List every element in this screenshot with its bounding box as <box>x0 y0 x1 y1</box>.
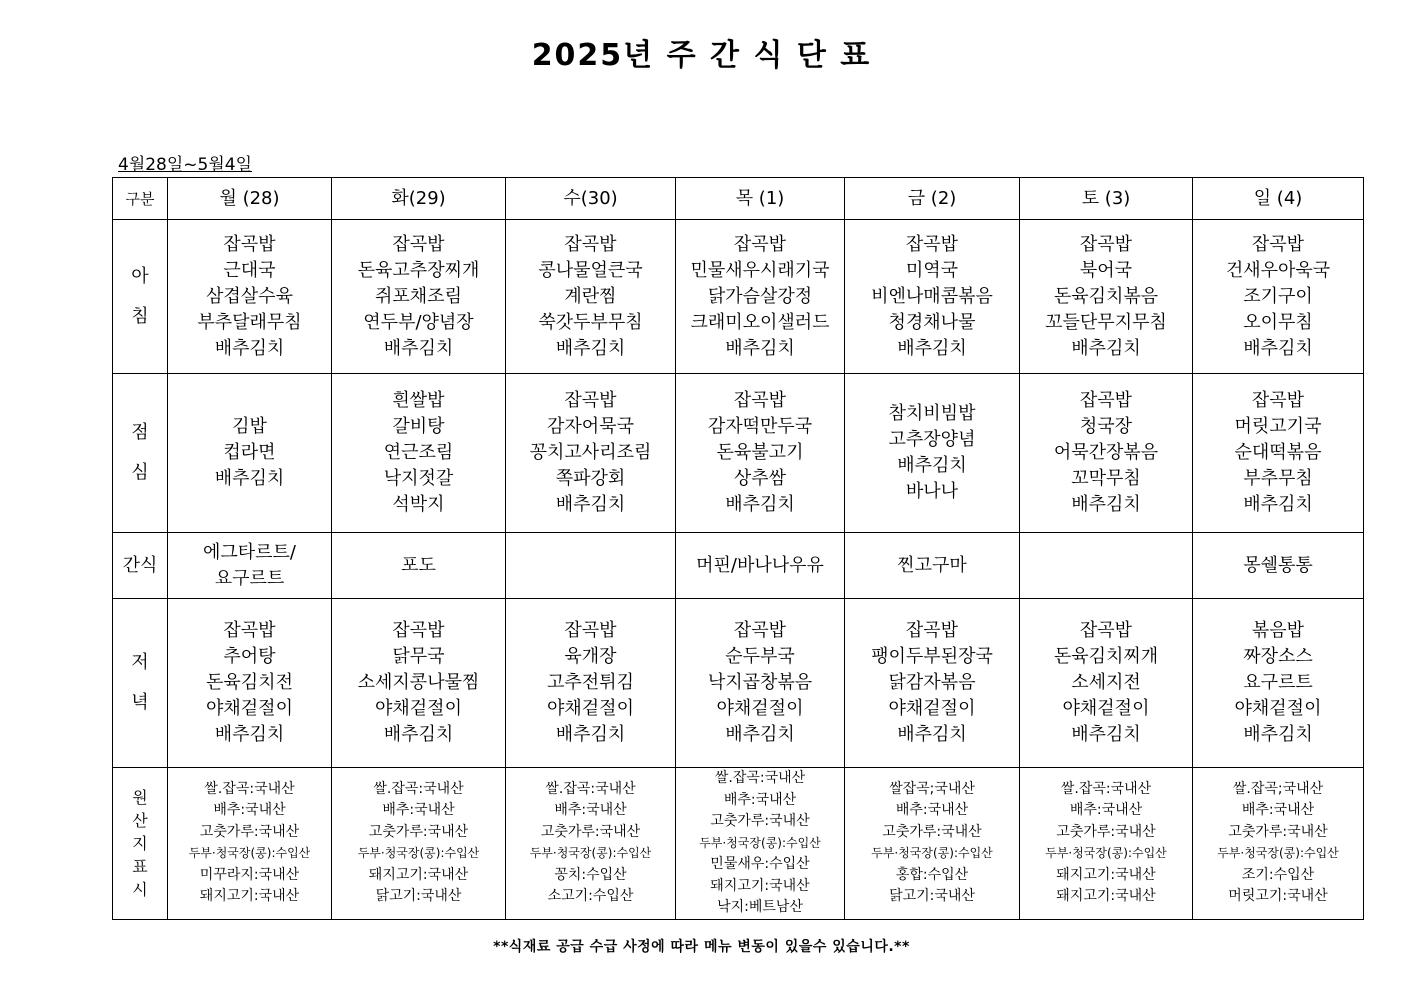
menu-item: 돈육김치전 <box>206 672 293 693</box>
menu-cell <box>676 220 845 374</box>
day-header: 화(29) <box>332 178 506 220</box>
menu-cell <box>168 220 332 374</box>
menu-item: 순두부국 <box>725 646 795 667</box>
row-label-char: 점 <box>131 422 149 443</box>
menu-item: 배추김치 <box>214 724 285 745</box>
menu-cell <box>168 599 332 768</box>
menu-item: 근대국 <box>223 259 276 281</box>
weekly-menu-table <box>112 177 1364 920</box>
origin-item: 돼지고기:국내산 <box>368 866 469 883</box>
menu-item: 미역국 <box>905 259 959 281</box>
origin-cell <box>1193 768 1364 920</box>
menu-cell <box>676 533 845 599</box>
menu-item: 잡곡밥 <box>1251 233 1305 255</box>
day-header: 목 (1) <box>676 178 845 220</box>
menu-item: 배추김치 <box>555 724 626 745</box>
origin-item: 고춧가루:국내산 <box>1056 823 1156 840</box>
origin-item: 돼지고기:국내산 <box>710 877 810 894</box>
breakfast-row <box>113 220 1364 374</box>
menu-cell <box>168 374 332 533</box>
origin-row <box>113 768 1364 920</box>
menu-item: 짜장소스 <box>1243 646 1313 667</box>
origin-item: 돼지고기:국내산 <box>199 888 300 905</box>
origin-cell <box>676 768 845 920</box>
menu-item: 꽁치고사리조림 <box>529 442 652 463</box>
snack-row <box>113 533 1364 599</box>
menu-item: 감자떡만두국 <box>707 416 813 437</box>
menu-item: 잡곡밥 <box>733 390 787 411</box>
origin-item: 두부·청국장(콩):수입산 <box>1217 846 1339 861</box>
menu-item: 야채겉절이 <box>888 698 976 719</box>
origin-item: 두부·청국장(콩):수입산 <box>871 846 993 861</box>
menu-cell <box>1020 599 1193 768</box>
menu-item: 배추김치 <box>725 494 795 515</box>
menu-cell <box>1193 533 1364 599</box>
menu-item: 배추김치 <box>383 337 454 359</box>
menu-item: 낙지곱창볶음 <box>707 672 813 693</box>
menu-cell <box>506 599 676 768</box>
menu-item: 잡곡밥 <box>223 620 276 641</box>
menu-item: 오이무침 <box>1243 311 1313 333</box>
menu-cell <box>506 220 676 374</box>
menu-item: 배추김치 <box>1071 724 1141 745</box>
row-label-char: 표 <box>132 856 148 876</box>
origin-item: 꽁치:수입산 <box>554 866 627 883</box>
menu-item: 돈육김치찌개 <box>1053 646 1159 667</box>
origin-cell <box>506 768 676 920</box>
menu-item: 돈육불고기 <box>716 442 804 463</box>
menu-item: 잡곡밥 <box>1079 233 1133 255</box>
row-label-char: 지 <box>132 833 148 853</box>
origin-item: 두부·청국장(콩):수입산 <box>699 835 821 850</box>
origin-item: 쌀.잡곡:국내산 <box>714 770 806 786</box>
menu-cell <box>332 374 506 533</box>
row-label-char: 원 <box>132 787 148 807</box>
menu-item: 야채겉절이 <box>716 698 804 719</box>
origin-item: 머릿고기:국내산 <box>1228 888 1328 905</box>
origin-label <box>113 768 168 920</box>
menu-item: 닭무국 <box>392 646 445 667</box>
day-header: 토 (3) <box>1020 178 1193 220</box>
day-header: 월 (28) <box>168 178 332 220</box>
row-label-char: 심 <box>131 462 149 483</box>
menu-item: 컵라면 <box>223 442 276 463</box>
page-title: 2025년 주 간 식 단 표 <box>531 38 872 73</box>
origin-item: 두부·청국장(콩):수입산 <box>188 846 311 861</box>
menu-cell <box>506 374 676 533</box>
menu-item: 잡곡밥 <box>223 233 276 255</box>
origin-item: 두부·청국장(콩):수입산 <box>529 846 652 861</box>
day-header: 일 (4) <box>1193 178 1364 220</box>
menu-item: 볶음밥 <box>1251 620 1305 641</box>
origin-item: 배추:국내산 <box>213 802 286 819</box>
origin-item: 두부·청국장(콩):수입산 <box>1045 846 1167 861</box>
menu-item: 닭감자볶음 <box>888 672 976 693</box>
menu-item: 팽이두부된장국 <box>871 646 993 667</box>
origin-item: 민물새우:수입산 <box>710 856 810 872</box>
menu-item: 육개장 <box>564 646 617 667</box>
menu-item: 돈육고추장찌개 <box>357 259 480 281</box>
menu-item: 배추김치 <box>897 724 967 745</box>
menu-item: 잡곡밥 <box>733 620 787 641</box>
menu-cell <box>1020 220 1193 374</box>
menu-item: 청국장 <box>1079 416 1133 437</box>
menu-cell <box>676 599 845 768</box>
menu-item: 북어국 <box>1079 259 1133 281</box>
menu-item: 잡곡밥 <box>392 233 445 255</box>
menu-item: 김밥 <box>232 416 267 437</box>
menu-cell <box>332 533 506 599</box>
row-label-char: 녁 <box>131 692 149 713</box>
origin-item: 배추:국내산 <box>1069 802 1143 819</box>
origin-item: 쌀.잡곡:국내산 <box>545 780 636 797</box>
breakfast-label <box>113 220 168 374</box>
origin-item: 쌀.잡곡:국내산 <box>373 780 464 797</box>
menu-item: 배추김치 <box>1071 337 1141 359</box>
menu-item: 소세지전 <box>1071 672 1141 693</box>
menu-period: 4월28일~5월4일 <box>118 155 253 175</box>
menu-item: 꼬들단무지무침 <box>1045 311 1167 333</box>
origin-item: 고춧가루:국내산 <box>199 823 300 840</box>
menu-item: 순대떡볶음 <box>1234 442 1322 463</box>
menu-item: 요구르트 <box>1243 672 1313 693</box>
menu-item: 꼬막무침 <box>1071 468 1141 489</box>
origin-item: 쌀.잡곡:국내산 <box>204 780 295 797</box>
menu-item: 야채겉절이 <box>375 698 462 719</box>
menu-item: 연두부/양념장 <box>363 311 474 333</box>
menu-item: 닭가슴살강정 <box>707 285 813 307</box>
menu-item: 민물새우시래기국 <box>690 259 830 281</box>
origin-item: 배추:국내산 <box>554 802 627 819</box>
origin-cell <box>168 768 332 920</box>
origin-item: 고춧가루:국내산 <box>540 823 641 840</box>
origin-item: 배추:국내산 <box>382 802 455 819</box>
menu-item: 배추김치 <box>897 455 967 476</box>
menu-item: 낙지젓갈 <box>383 468 454 489</box>
menu-item: 어묵간장볶음 <box>1053 442 1159 463</box>
menu-cell <box>845 599 1020 768</box>
menu-item: 배추김치 <box>555 337 626 359</box>
menu-item: 잡곡밥 <box>564 233 617 255</box>
dinner-label <box>113 599 168 768</box>
menu-item: 머핀/바나나우유 <box>696 554 824 576</box>
header-row <box>113 178 1364 220</box>
menu-cell <box>506 533 676 599</box>
menu-cell <box>332 599 506 768</box>
menu-item: 배추김치 <box>1071 494 1141 515</box>
menu-item: 배추김치 <box>214 468 285 489</box>
origin-item: 배추:국내산 <box>723 791 797 808</box>
menu-item: 부추달래무침 <box>197 311 302 333</box>
menu-item: 배추김치 <box>725 337 795 359</box>
origin-item: 고춧가루:국내산 <box>368 823 469 840</box>
menu-item: 잡곡밥 <box>733 233 787 255</box>
origin-item: 소고기:수입산 <box>547 888 634 905</box>
origin-item: 닭고기:국내산 <box>375 888 462 905</box>
menu-item: 쥐포채조림 <box>375 285 462 307</box>
menu-item: 에그타르트/ <box>202 541 296 563</box>
menu-cell <box>845 220 1020 374</box>
menu-cell <box>1193 599 1364 768</box>
menu-item: 계란찜 <box>564 285 617 307</box>
dinner-row <box>113 599 1364 768</box>
menu-item: 머릿고기국 <box>1234 416 1322 437</box>
origin-item: 홍합:수입산 <box>895 866 969 883</box>
origin-item: 돼지고기:국내산 <box>1056 866 1156 883</box>
menu-item: 콩나물얼큰국 <box>538 259 643 281</box>
menu-item: 바나나 <box>905 481 959 502</box>
menu-item: 배추김치 <box>383 724 454 745</box>
origin-item: 배추:국내산 <box>895 802 969 819</box>
origin-item: 닭고기:국내산 <box>889 888 975 905</box>
row-label-char: 저 <box>131 652 149 673</box>
menu-item: 흰쌀밥 <box>392 390 445 411</box>
menu-item: 상추쌈 <box>733 468 787 489</box>
menu-item: 부추무침 <box>1243 468 1313 489</box>
menu-item: 배추김치 <box>214 337 285 359</box>
menu-item: 잡곡밥 <box>1079 390 1133 411</box>
menu-item: 몽쉘통통 <box>1243 554 1313 576</box>
menu-item: 배추김치 <box>897 337 967 359</box>
menu-item: 크래미오이샐러드 <box>690 311 830 333</box>
row-label-char: 아 <box>131 265 149 287</box>
menu-change-notice: **식재료 공급 수급 사정에 따라 메뉴 변동이 있을수 있습니다.** <box>493 939 910 955</box>
origin-item: 배추:국내산 <box>1241 802 1315 819</box>
menu-cell <box>1020 533 1193 599</box>
menu-item: 잡곡밥 <box>564 620 617 641</box>
menu-item: 잡곡밥 <box>1251 390 1305 411</box>
lunch-label <box>113 374 168 533</box>
lunch-row <box>113 374 1364 533</box>
menu-item: 잡곡밥 <box>905 620 959 641</box>
menu-item: 잡곡밥 <box>564 390 617 411</box>
origin-cell <box>332 768 506 920</box>
snack-label: 간식 <box>113 533 168 599</box>
menu-item: 잡곡밥 <box>1079 620 1133 641</box>
origin-item: 쌀.잡곡;국내산 <box>1232 780 1324 797</box>
menu-item: 돈육김치볶음 <box>1053 285 1159 307</box>
menu-item: 갈비탕 <box>392 416 445 437</box>
category-header: 구분 <box>113 178 168 220</box>
menu-cell <box>1193 374 1364 533</box>
row-label-char: 산 <box>132 810 148 830</box>
row-label-char: 시 <box>132 879 148 899</box>
menu-cell <box>845 374 1020 533</box>
menu-item: 청경채나물 <box>888 311 976 333</box>
menu-item: 소세지콩나물찜 <box>357 672 480 693</box>
origin-item: 두부·청국장(콩):수입산 <box>357 846 480 861</box>
menu-item: 고추전튀김 <box>547 672 634 693</box>
day-header: 수(30) <box>506 178 676 220</box>
menu-cell <box>1193 220 1364 374</box>
menu-item: 건새우아욱국 <box>1225 259 1331 281</box>
row-label-char: 침 <box>131 305 149 327</box>
menu-item: 고추장양념 <box>888 429 976 450</box>
menu-item: 찐고구마 <box>897 554 967 576</box>
menu-item: 참치비빔밥 <box>888 403 976 424</box>
origin-item: 고춧가루:국내산 <box>1228 823 1328 840</box>
menu-item: 연근조림 <box>383 442 454 463</box>
origin-item: 조기:수입산 <box>1241 866 1315 883</box>
menu-item: 야채겉절이 <box>1062 698 1150 719</box>
menu-cell <box>1020 374 1193 533</box>
menu-item: 야채겉절이 <box>547 698 634 719</box>
menu-item: 추어탕 <box>223 646 276 667</box>
menu-item: 배추김치 <box>725 724 795 745</box>
menu-item: 석박지 <box>392 494 445 515</box>
menu-item: 쪽파강회 <box>555 468 626 489</box>
menu-cell <box>845 533 1020 599</box>
menu-item: 야채겉절이 <box>206 698 293 719</box>
menu-item: 배추김치 <box>1243 724 1313 745</box>
menu-cell <box>332 220 506 374</box>
origin-item: 쌀.잡곡:국내산 <box>1060 780 1152 797</box>
menu-item: 배추김치 <box>555 494 626 515</box>
origin-item: 낙지:베트남산 <box>717 899 803 915</box>
menu-item: 야채겉절이 <box>1234 698 1322 719</box>
origin-item: 돼지고기:국내산 <box>1056 888 1156 905</box>
origin-item: 고춧가루:국내산 <box>882 823 982 840</box>
menu-item: 요구르트 <box>214 567 285 589</box>
origin-item: 쌀잡곡;국내산 <box>889 780 975 797</box>
menu-item: 삼겹살수육 <box>206 285 293 307</box>
menu-cell <box>676 374 845 533</box>
menu-item: 비엔나매콤볶음 <box>871 285 993 307</box>
menu-cell <box>168 533 332 599</box>
origin-cell <box>845 768 1020 920</box>
origin-item: 미꾸라지:국내산 <box>199 866 300 883</box>
menu-item: 잡곡밥 <box>905 233 959 255</box>
menu-item: 배추김치 <box>1243 337 1313 359</box>
menu-item: 쑥갓두부무침 <box>538 311 643 333</box>
menu-item: 조기구이 <box>1243 285 1313 307</box>
menu-item: 감자어묵국 <box>547 416 634 437</box>
menu-item: 배추김치 <box>1243 494 1313 515</box>
menu-item: 포도 <box>401 554 436 576</box>
day-header: 금 (2) <box>845 178 1020 220</box>
menu-item: 잡곡밥 <box>392 620 445 641</box>
origin-item: 고춧가루:국내산 <box>710 813 810 829</box>
origin-cell <box>1020 768 1193 920</box>
